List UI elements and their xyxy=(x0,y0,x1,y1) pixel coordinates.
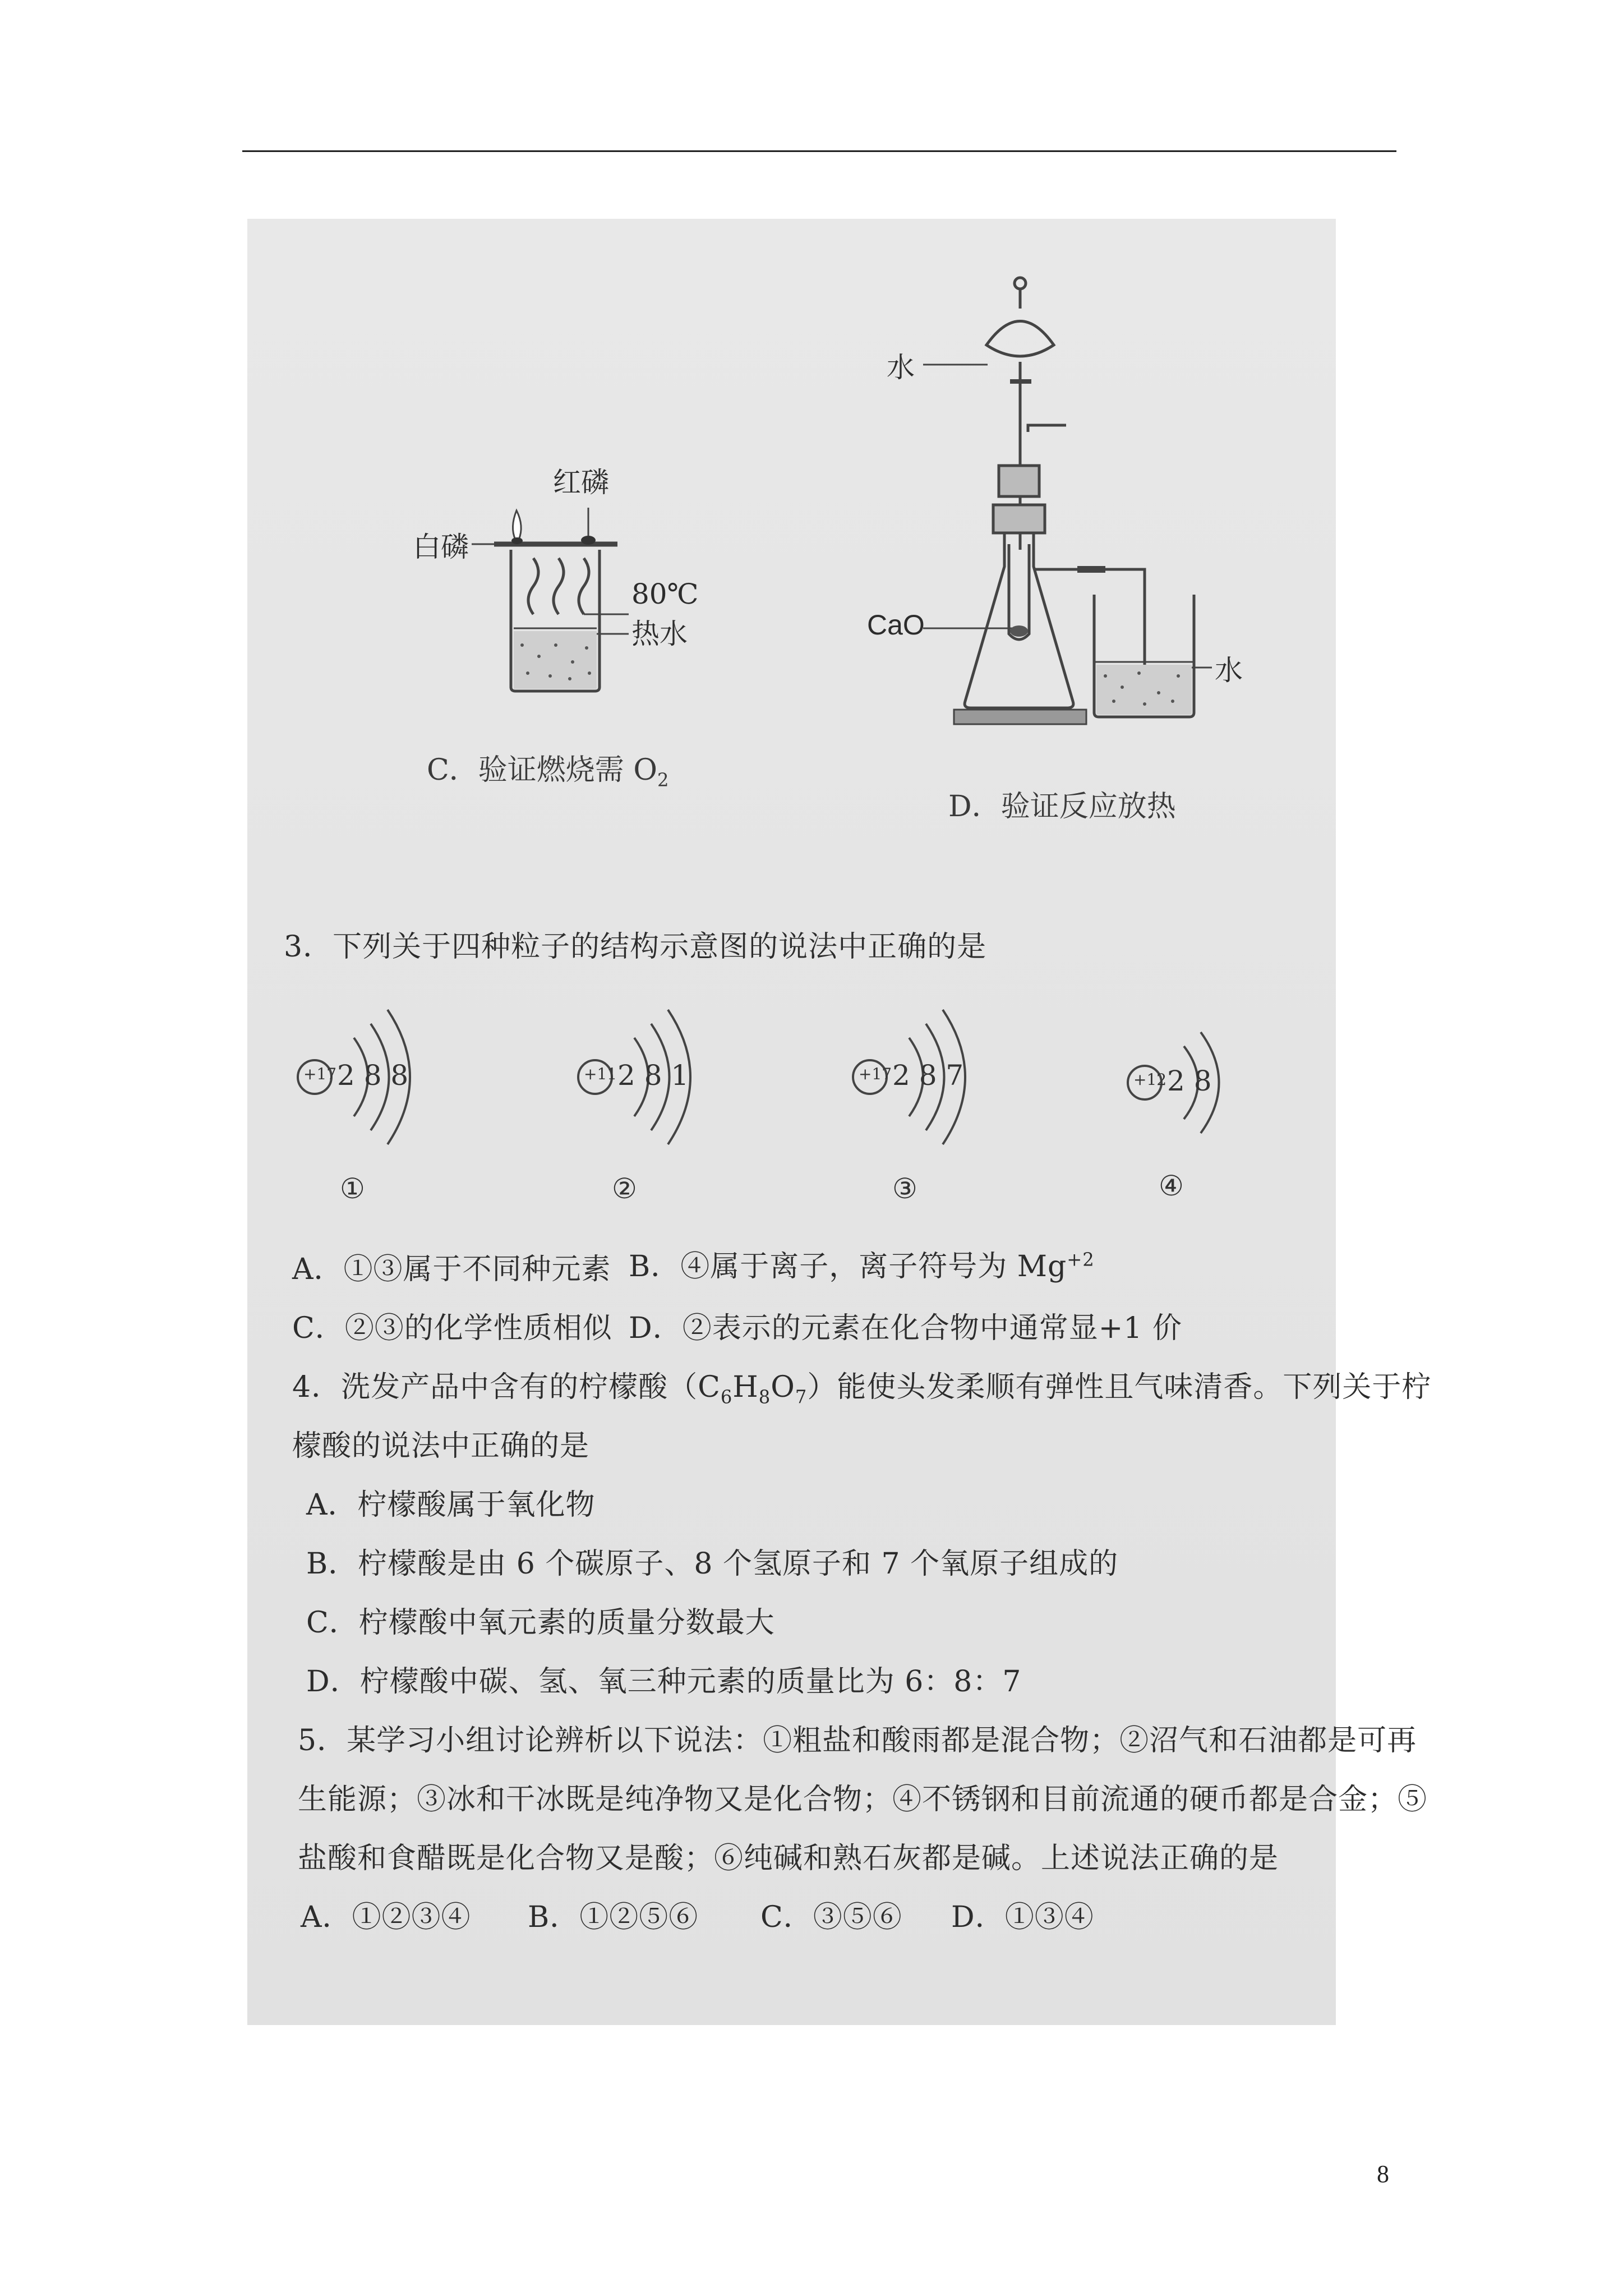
nucleus-label: +11 xyxy=(584,1065,617,1083)
particle-label-2: ② xyxy=(612,1172,637,1205)
q3-stem: 3．下列关于四种粒子的结构示意图的说法中正确的是 xyxy=(284,930,987,964)
q4-option-c: C．柠檬酸中氧元素的质量分数最大 xyxy=(306,1606,775,1640)
q5-stem-line-1: 5．某学习小组讨论辨析以下说法：①粗盐和酸雨都是混合物；②沼气和石油都是可再 xyxy=(298,1724,1417,1757)
atom-diagram-4 xyxy=(1122,1021,1290,1144)
q4-stem-line-2: 檬酸的说法中正确的是 xyxy=(292,1429,590,1463)
label-cao: CaO xyxy=(867,609,925,641)
particle-label-1: ① xyxy=(340,1172,365,1205)
nucleus-label: +12 xyxy=(1133,1070,1167,1089)
q5-option-d: D．①③④ xyxy=(951,1901,1094,1934)
q5-option-c: C．③⑤⑥ xyxy=(760,1901,902,1934)
q5-option-b: B．①②⑤⑥ xyxy=(528,1901,699,1934)
shell-electrons: 2 8 1 xyxy=(617,1059,689,1092)
q3-option-c: C．②③的化学性质相似 xyxy=(292,1312,612,1345)
header-rule xyxy=(242,150,1396,152)
q4-stem-line-1: 4．洗发产品中含有的柠檬酸$(C_6H_8O_7)$能使头发柔顺有弹性且气味清香。下列关于柠 xyxy=(292,1370,1432,1408)
q4-option-b: B．柠檬酸是由 6 个碳原子、8 个氢原子和 7 个氧原子组成的 xyxy=(306,1547,1119,1581)
label-white-phosphorus: 白磷 xyxy=(413,531,469,563)
shell-electrons: 2 8 xyxy=(1167,1065,1212,1097)
particle-label-3: ③ xyxy=(892,1172,917,1205)
q4-option-a: A．柠檬酸属于氧化物 xyxy=(306,1488,596,1522)
label-temperature: 80℃ xyxy=(631,578,699,610)
atom-diagram-3 xyxy=(847,1004,1016,1150)
q3-option-a: A．①③属于不同种元素 xyxy=(292,1253,611,1286)
q3-option-d: D．②表示的元素在化合物中通常显+1 价 xyxy=(629,1312,1182,1345)
nucleus-label: +17 xyxy=(303,1065,337,1083)
q5-stem-line-2: 生能源；③冰和干冰既是纯净物又是化合物；④不锈钢和目前流通的硬币都是合金；⑤ xyxy=(298,1783,1428,1816)
caption-c: C．验证燃烧需 $O_2$ xyxy=(427,753,669,791)
label-hot-water: 热水 xyxy=(631,618,688,650)
shell-electrons: 2 8 7 xyxy=(892,1059,964,1092)
page-number: 8 xyxy=(1377,2160,1389,2188)
label-red-phosphorus: 红磷 xyxy=(553,466,609,499)
atom-diagram-2 xyxy=(573,1004,741,1150)
q3-option-b: B．④属于离子，离子符号为 $Mg^{+2}$ xyxy=(629,1249,1095,1283)
shell-electrons: 2 8 8 xyxy=(337,1059,409,1092)
q4-option-d: D．柠檬酸中碳、氢、氧三种元素的质量比为 6：8：7 xyxy=(306,1665,1022,1699)
nucleus-label: +17 xyxy=(859,1065,892,1083)
caption-d: D．验证反应放热 xyxy=(948,790,1176,823)
q5-option-a: A．①②③④ xyxy=(301,1901,471,1934)
particle-label-4: ④ xyxy=(1159,1170,1184,1202)
label-water-top: 水 xyxy=(887,351,915,384)
q5-stem-line-3: 盐酸和食醋既是化合物又是酸；⑥纯碱和熟石灰都是碱。上述说法正确的是 xyxy=(298,1842,1279,1875)
scanned-photo xyxy=(247,219,1432,2025)
label-water-right: 水 xyxy=(1215,654,1243,687)
atom-diagram-1 xyxy=(292,1004,460,1150)
